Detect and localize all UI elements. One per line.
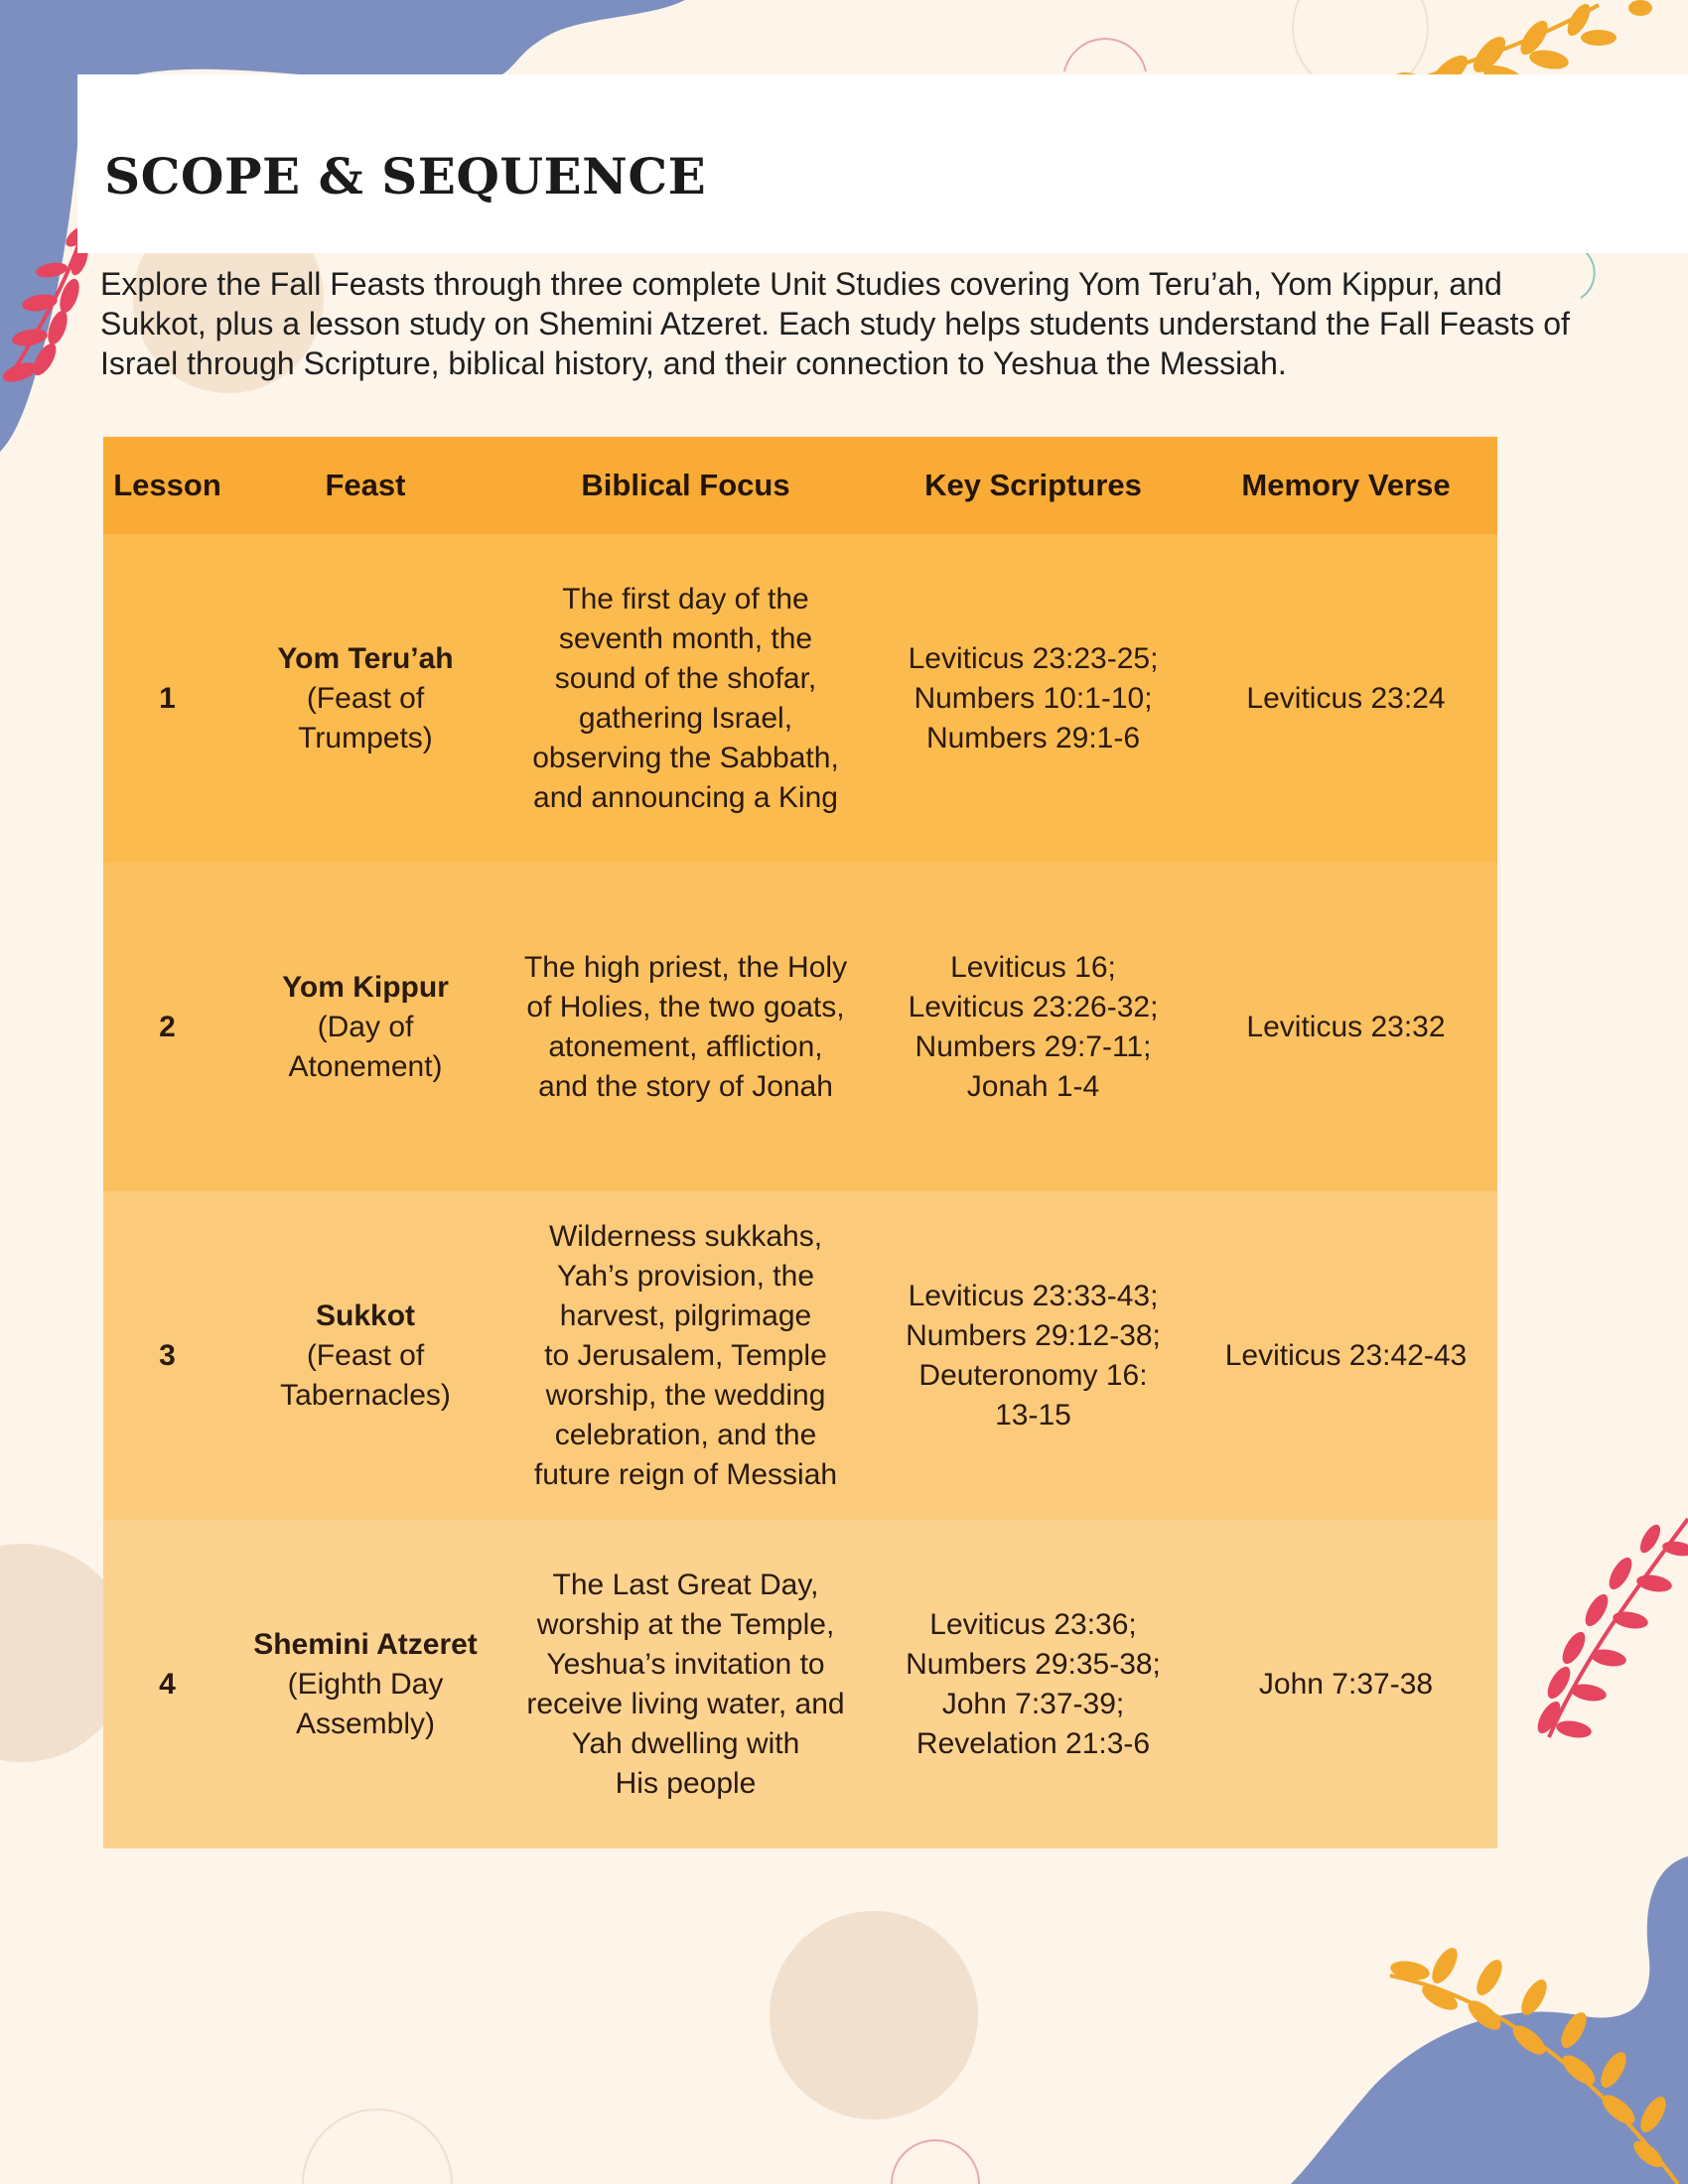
memory-verse: Leviticus 23:42-43 xyxy=(1195,1191,1497,1520)
biblical-focus-text: The first day of the seventh month, the sound of the shofar, gathering Israel, observing the Sabbath, and announcing a King xyxy=(532,582,839,814)
header-feast: Feast xyxy=(231,437,499,534)
key-scriptures-cell xyxy=(872,1191,1195,1520)
biblical-focus-text: The Last Great Day, worship at the Temple, Yeshua’s invitation to receive living water, and Yah dwelling with His people xyxy=(526,1568,845,1800)
key-scriptures-cell xyxy=(872,1520,1195,1848)
table-row xyxy=(103,1191,1497,1520)
yellow-branch-edge xyxy=(1628,0,1652,16)
feast-cell xyxy=(231,1191,499,1520)
lesson-number: 4 xyxy=(103,1520,231,1848)
pink-arc-bottom xyxy=(892,2140,979,2184)
beige-circle-bottom xyxy=(770,1911,978,2119)
key-scriptures-cell xyxy=(872,863,1195,1191)
key-scriptures-text: Leviticus 16; Leviticus 23:26-32; Numbers 29:7-11; Jonah 1-4 xyxy=(908,950,1159,1103)
page-title: SCOPE & SEQUENCE xyxy=(104,147,707,205)
red-branch-right xyxy=(1533,1519,1688,1740)
key-scriptures-text: Leviticus 23:23-25; Numbers 10:1-10; Numbers 29:1-6 xyxy=(908,641,1159,754)
lesson-number: 3 xyxy=(103,1191,231,1520)
key-scriptures-text: Leviticus 23:33-43; Numbers 29:12-38; Deuteronomy 16: 13-15 xyxy=(906,1279,1161,1432)
feast-cell xyxy=(231,1520,499,1848)
biblical-focus-cell xyxy=(499,863,872,1191)
table-row xyxy=(103,863,1497,1191)
feast-subtitle: (Day of Atonement) xyxy=(288,1010,443,1083)
feast-name: Shemini Atzeret xyxy=(253,1627,478,1661)
pink-arc-top xyxy=(1064,39,1146,71)
feast-subtitle: (Feast of Tabernacles) xyxy=(280,1338,451,1412)
feast-cell xyxy=(231,534,499,863)
memory-verse: John 7:37-38 xyxy=(1195,1520,1497,1848)
header-biblical-focus: Biblical Focus xyxy=(499,437,872,534)
biblical-focus-text: The high priest, the Holy of Holies, the two goats, atonement, affliction, and the story of Jonah xyxy=(523,950,848,1103)
key-scriptures-text: Leviticus 23:36; Numbers 29:35-38; John 7:37-39; Revelation 21:3-6 xyxy=(906,1607,1161,1760)
table-header-row xyxy=(103,437,1497,534)
feast-subtitle: (Feast of Trumpets) xyxy=(298,681,433,754)
header-lesson: Lesson xyxy=(103,437,231,534)
table-row xyxy=(103,534,1497,863)
feast-name: Yom Kippur xyxy=(282,970,449,1004)
memory-verse: Leviticus 23:32 xyxy=(1195,863,1497,1191)
header-key-scriptures: Key Scriptures xyxy=(872,437,1195,534)
biblical-focus-cell xyxy=(499,1191,872,1520)
key-scriptures-cell xyxy=(872,534,1195,863)
biblical-focus-cell xyxy=(499,1520,872,1848)
feast-name: Sukkot xyxy=(315,1298,416,1332)
biblical-focus-cell xyxy=(499,534,872,863)
feast-name: Yom Teru’ah xyxy=(277,641,454,675)
memory-verse: Leviticus 23:24 xyxy=(1195,534,1497,863)
scope-sequence-table xyxy=(103,437,1497,1848)
biblical-focus-text: Wilderness sukkahs, Yah’s provision, the harvest, pilgrimage to Jerusalem, Temple worship, the wedding celebration, and the future reign of Messiah xyxy=(533,1219,838,1491)
faint-circle-bottom xyxy=(303,2110,452,2184)
header-memory-verse: Memory Verse xyxy=(1195,437,1497,534)
lesson-number: 2 xyxy=(103,863,231,1191)
lesson-number: 1 xyxy=(103,534,231,863)
feast-subtitle: (Eighth Day Assembly) xyxy=(287,1667,444,1740)
table-row xyxy=(103,1520,1497,1848)
feast-cell xyxy=(231,863,499,1191)
intro-paragraph: Explore the Fall Feasts through three complete Unit Studies covering Yom Teru’ah, Yom Kippur, and Sukkot, plus a lesson study on Shemini Atzeret. Each study helps students understand the Fall Feasts of Israel through Scripture, biblical history, and their connection to Yeshua the Messiah. xyxy=(100,266,1570,381)
